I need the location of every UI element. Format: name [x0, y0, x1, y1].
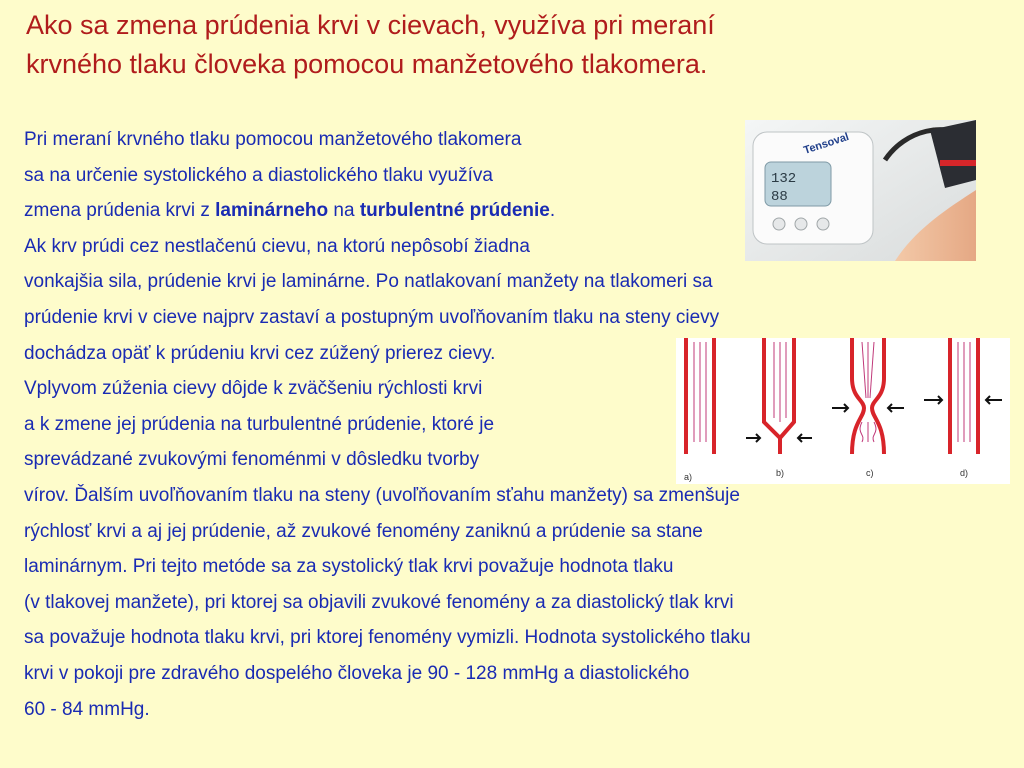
- slide-title-line-1: Ako sa zmena prúdenia krvi v cievach, využíva pri meraní: [26, 10, 715, 40]
- paragraph-line: rýchlosť krvi a aj jej prúdenie, až zvukové fenomény zaniknú a prúdenie sa stane: [24, 520, 703, 542]
- paragraph-line: vonkajšia sila, prúdenie krvi je laminárne. Po natlakovaní manžety na tlakomeri sa: [24, 271, 713, 293]
- paragraph-line: [24, 193, 1014, 229]
- slide-title: [26, 6, 926, 84]
- paragraph-line: sa na určenie systolického a diastolického tlaku využíva: [24, 164, 493, 186]
- diagram-label-c: c): [866, 468, 874, 478]
- paragraph-text: .: [549, 200, 556, 222]
- paragraph-line: 60 - 84 mmHg.: [24, 698, 150, 720]
- paragraph-line: a k zmene jej prúdenia na turbulentné prúdenie, ktoré je: [24, 413, 495, 435]
- laminar-term: laminárneho: [215, 200, 329, 222]
- paragraph-line: laminárnym. Pri tejto metóde sa za systolický tlak krvi považuje hodnota tlaku: [24, 556, 674, 578]
- turbulent-term: turbulentné prúdenie: [359, 200, 550, 222]
- paragraph-line: sa považuje hodnota tlaku krvi, pri ktorej fenomény vymizli. Hodnota systolického tlaku: [24, 627, 751, 649]
- paragraph-text: zmena prúdenia krvi z: [24, 200, 216, 222]
- diagram-label-a: a): [684, 472, 693, 482]
- monitor-brand-label: Tensoval: [802, 130, 851, 157]
- explanation-paragraph: [24, 122, 1014, 727]
- paragraph-line: dochádza opäť k prúdeniu krvi cez zúžený prierez cievy.: [24, 342, 496, 364]
- paragraph-line: Ak krv prúdi cez nestlačenú cievu, na ktorú nepôsobí žiadna: [24, 235, 530, 257]
- svg-text:88: 88: [771, 189, 788, 205]
- paragraph-text: na: [328, 200, 360, 222]
- paragraph-line: Pri meraní krvného tlaku pomocou manžetového tlakomera: [24, 129, 522, 150]
- svg-text:132: 132: [771, 171, 797, 187]
- diagram-label-d: d): [960, 468, 969, 478]
- paragraph-line: krvi v pokoji pre zdravého dospelého človeka je 90 - 128 mmHg a diastolického: [24, 662, 690, 684]
- paragraph-line: prúdenie krvi v cieve najprv zastaví a postupným uvoľňovaním tlaku na steny cievy: [24, 306, 720, 328]
- paragraph-line: vírov. Ďalším uvoľňovaním tlaku na steny (uvoľňovaním sťahu manžety) sa zmenšuje: [24, 484, 740, 506]
- diagram-label-b: b): [776, 468, 785, 478]
- slide-title-line-2: krvného tlaku človeka pomocou manžetového tlakomera.: [26, 49, 708, 79]
- paragraph-line: (v tlakovej manžete), pri ktorej sa objavili zvukové fenomény a za diastolický tlak krvi: [24, 591, 734, 613]
- paragraph-line: sprevádzané zvukovými fenoménmi v dôsledku tvorby: [24, 449, 480, 471]
- paragraph-line: Vplyvom zúženia cievy dôjde k zväčšeniu rýchlosti krvi: [24, 378, 483, 400]
